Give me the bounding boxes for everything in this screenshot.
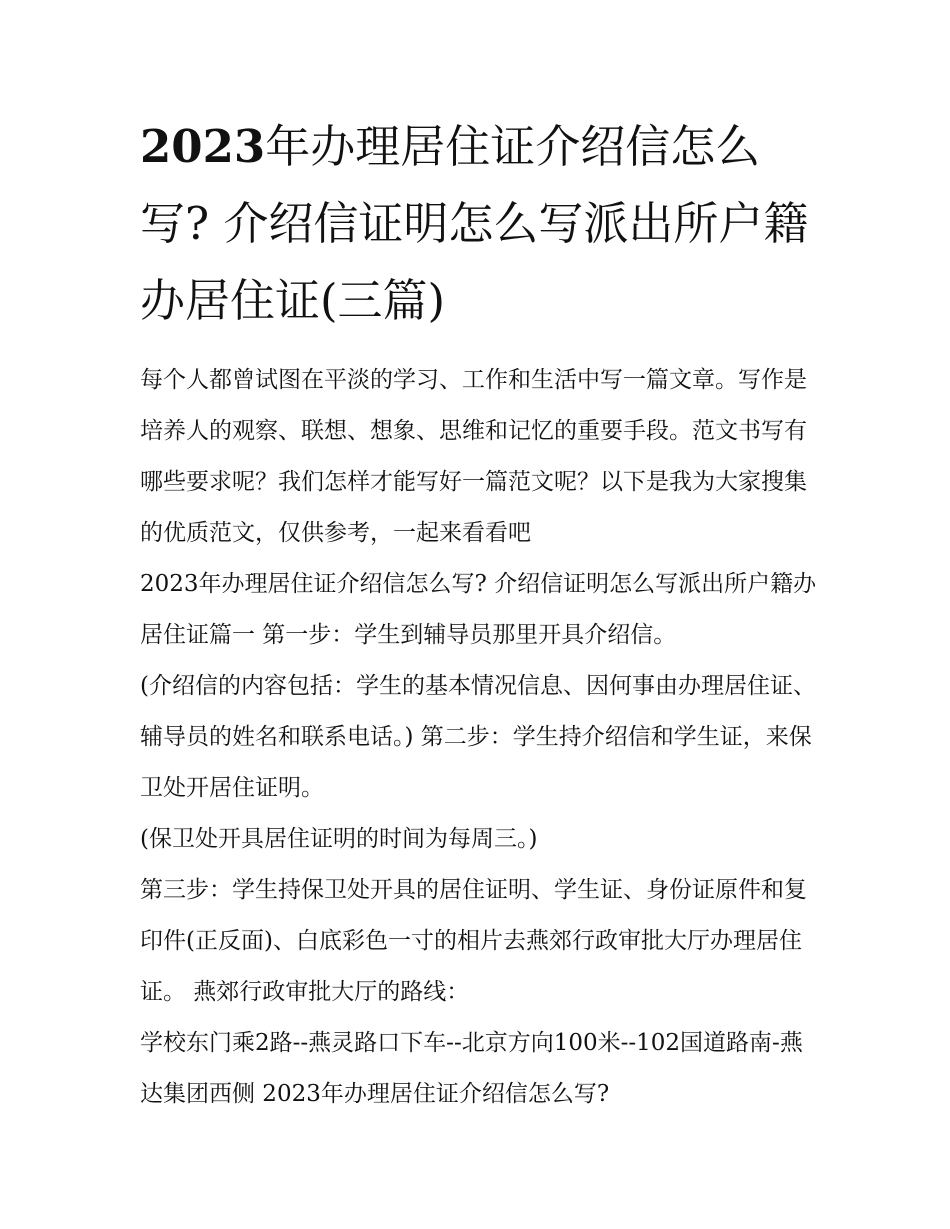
title-year: 2023	[140, 120, 266, 173]
document-body	[140, 355, 820, 1120]
document-title: 2023年办理居住证介绍信怎么写? 介绍信证明怎么写派出所户籍办居住证(三篇)	[140, 120, 809, 327]
paragraph-issuing-time: (保卫处开具居住证明的时间为每周三。)	[140, 826, 538, 852]
paragraph-intro: 每个人都曾试图在平淡的学习、工作和生活中写一篇文章。写作是培养人的观察、联想、想象、思维和记忆的重要手段。范文书写有哪些要求呢？我们怎样才能写好一篇范文呢？以下是我为大家搜集的优质范文，仅供参考，一起来看看吧	[140, 367, 807, 546]
paragraph-step-three: 第三步：学生持保卫处开具的居住证明、学生证、身份证原件和复印件(正反面)、白底彩色一寸的相片去燕郊行政审批大厅办理居住证。 燕郊行政审批大厅的路线：	[140, 877, 807, 1005]
paragraph-step-one: 2023年办理居住证介绍信怎么写? 介绍信证明怎么写派出所户籍办居住证篇一 第一步：学生到辅导员那里开具介绍信。	[140, 571, 817, 648]
paragraph-letter-content: (介绍信的内容包括：学生的基本情况信息、因何事由办理居住证、辅导员的姓名和联系电话。) 第二步：学生持介绍信和学生证，来保卫处开居住证明。	[140, 673, 816, 801]
paragraph-route: 学校东门乘2路--燕灵路口下车--北京方向100米--102国道路南-燕达集团西侧 2023年办理居住证介绍信怎么写?	[140, 1030, 803, 1107]
